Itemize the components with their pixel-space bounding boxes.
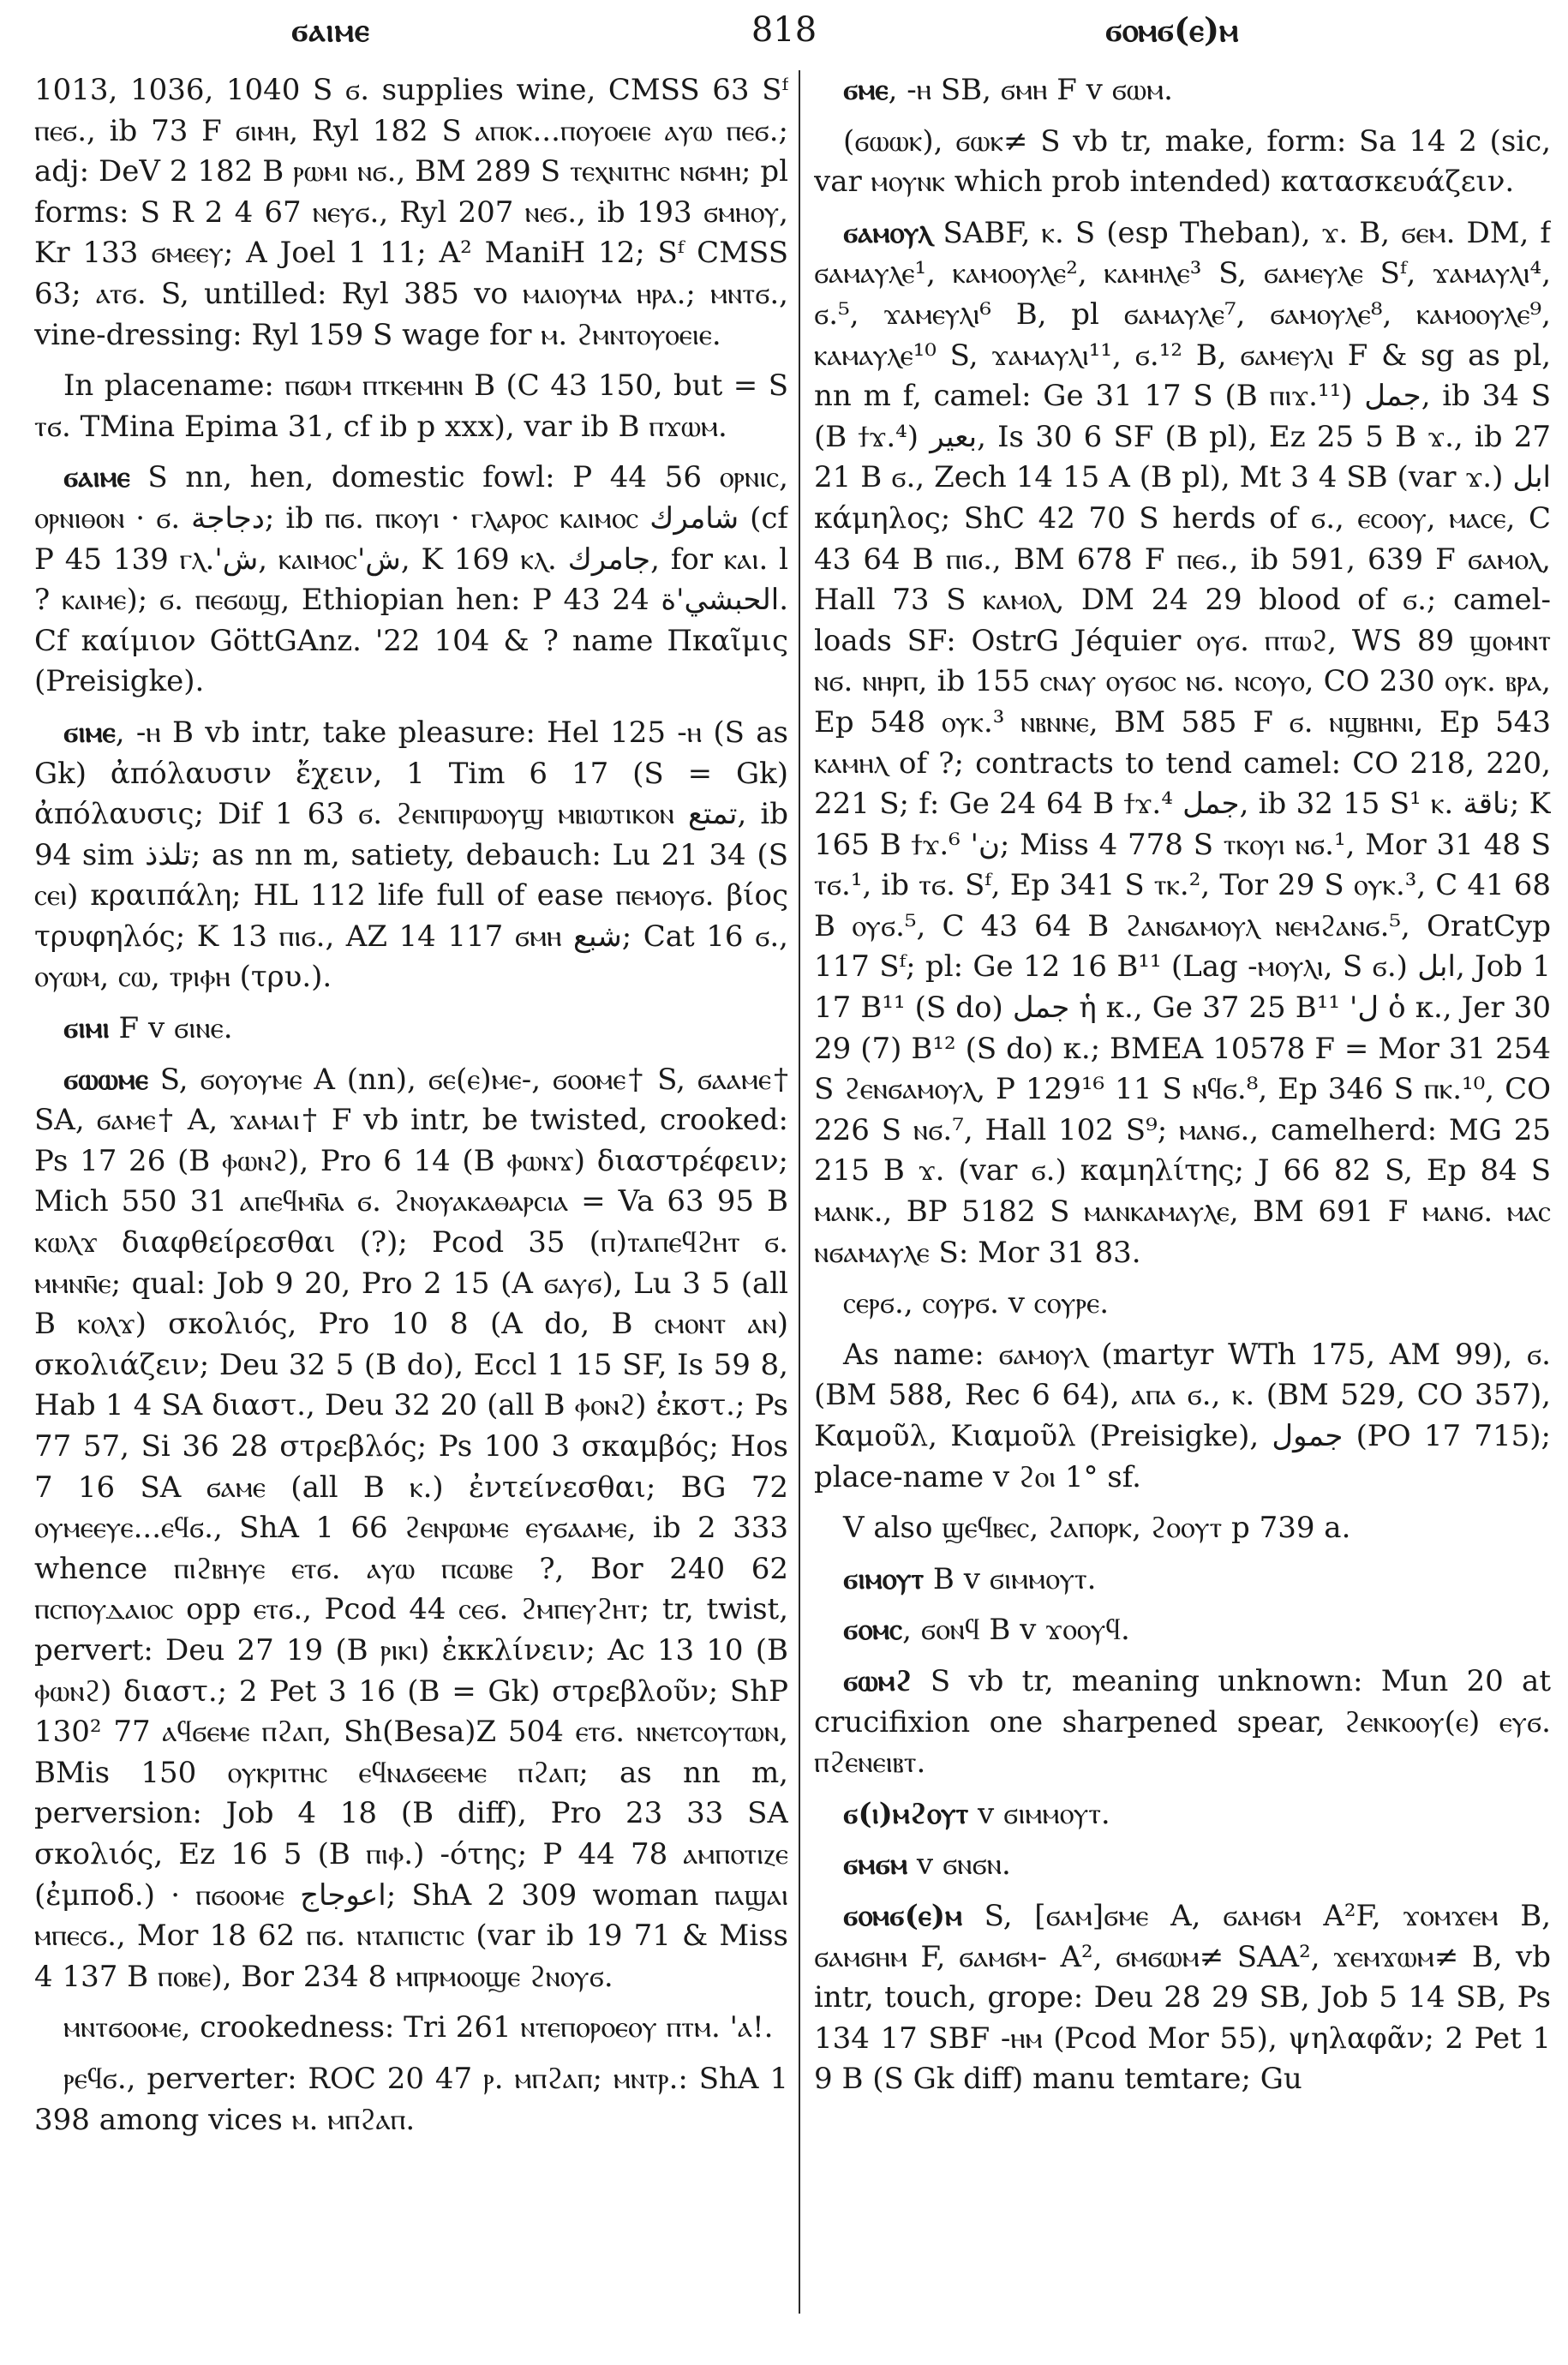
dictionary-entry bbox=[34, 1060, 788, 1998]
entry-text: F v ϭⲓⲛⲉ. bbox=[109, 1011, 233, 1046]
entry-text: (ϭⲱⲱⲕ), ϭⲱⲕ≠ S vb tr, make, form: Sa 14 2 (sic, var ⲙⲟⲩⲛⲕ which prob intended) κατασκευάζειν. bbox=[814, 123, 1551, 200]
entry-text: ⲣⲉϥϭ., perverter: ROC 20 47 ⲣ. ⲙⲡϩⲁⲡ; ⲙⲛⲧⲣ.: ShA 1 398 among vices ⲙ. ⲙⲡϩⲁⲡ. bbox=[34, 2061, 788, 2137]
entry-headword: ϭⲓⲙⲓ bbox=[63, 1011, 110, 1046]
page-number: 818 bbox=[751, 10, 817, 50]
dictionary-entry bbox=[34, 713, 788, 998]
entry-text: ⲥⲉⲣϭ., ⲥⲟⲩⲣϭ. v ⲥⲟⲩⲣⲉ. bbox=[843, 1286, 1110, 1321]
entry-text: , ϭⲟⲛϥ B v ϫⲟⲟⲩϥ. bbox=[902, 1613, 1130, 1648]
right-column bbox=[814, 70, 1551, 2339]
entry-text: v ϭⲛϭⲛ. bbox=[907, 1847, 1011, 1883]
dictionary-entry bbox=[814, 122, 1551, 203]
entry-headword: ϭⲟⲙⲥ bbox=[843, 1613, 903, 1648]
dictionary-entry bbox=[814, 1335, 1551, 1498]
entry-text: V also ϣⲉϥⲃⲉⲥ, ϩⲁⲡⲟⲣⲕ, ϩⲟⲟⲩⲧ p 739 a. bbox=[843, 1511, 1351, 1546]
entry-headword: ϭⲙϭⲙ bbox=[843, 1847, 908, 1883]
dictionary-entry bbox=[34, 458, 788, 703]
entry-headword: ϭⲁⲓⲙⲉ bbox=[63, 460, 130, 495]
entry-text: ⲙⲛⲧϭⲟⲟⲙⲉ, crookedness: Tri 261 ⲛⲧⲉⲡⲟⲣⲟⲉⲟⲩ ⲡⲧⲙ. 'ⲁ!. bbox=[63, 2010, 774, 2045]
entry-text: S, ϭⲟⲩⲟⲩⲙⲉ A (nn), ϭⲉ(ⲉ)ⲙⲉ-, ϭⲟⲟⲙⲉ† S, ϭⲁⲁⲙⲉ† SA, ϭⲁⲙⲉ† A, ϫⲁⲙⲁⲓ† F vb intr, be twisted, crooked: Ps 17 26 (B ⲫⲱⲛϩ), Pro 6 14 (B ⲫⲱⲛϫ) διαστρέφειν; Mich 550 31 ⲁⲡⲉϥⲙⲛ̄ⲁ ϭ. ϩⲛⲟⲩⲁⲕⲁⲑⲁⲣⲥⲓⲁ = Va 63 95 B ⲕⲱⲗϫ διαφθείρεσθαι (?); Pcod 35 (ⲡ)ⲧⲁⲡⲉϥϩⲏⲧ ϭ. ⲙⲙⲛⲛ̄ⲉ; qual: Job 9 20, Pro 2 15 (A ϭⲁⲩϭ), Lu 3 5 (all B ⲕⲟⲗϫ) σκολιός, Pro 10 8 (A do, B ⲥⲙⲟⲛⲧ ⲁⲛ) σκολιάζειν; Deu 32 5 (B do), Eccl 1 15 SF, Is 59 8, Hab 1 4 SA διαστ., Deu 32 20 (all B ⲫⲟⲛϩ) ἐκστ.; Ps 77 57, Si 36 28 στρεβλός; Ps 100 3 σκαμβός; Hos 7 16 SA ϭⲁⲙⲉ (all B ⲕ.) ἐντείνεσθαι; BG 72 ⲟⲩⲙⲉⲉⲩⲉ...ⲉϥϭ., ShA 1 66 ϩⲉⲛⲣⲱⲙⲉ ⲉⲩϭⲁⲁⲙⲉ, ib 2 333 whence ⲡⲓϩⲃⲏⲩⲉ ⲉⲧϭ. ⲁⲩⲱ ⲡⲥⲱⲃⲉ ?, Bor 240 62 ⲡⲥⲡⲟⲩⲇⲁⲓⲟⲥ opp ⲉⲧϭ., Pcod 44 ⲥⲉϭ. ϩⲙⲡⲉⲩϩⲏⲧ; tr, twist, pervert: Deu 27 19 (B ⲣⲓⲕⲓ) ἐκκλίνειν; Ac 13 10 (B ⲫⲱⲛϩ) διαστ.; 2 Pet 3 16 (B = Gk) στρεβλοῦν; ShP 130² 77 ⲁϥϭⲉⲙⲉ ⲡϩⲁⲡ, Sh(Besa)Z 504 ⲉⲧϭ. ⲛⲛⲉⲧⲥⲟⲩⲧⲱⲛ, BMis 150 ⲟⲩⲕⲣⲓⲧⲏⲥ ⲉϥⲛⲁϭⲉⲉⲙⲉ ⲡϩⲁⲡ; as nn m, perversion: Job 4 18 (B diff), Pro 23 33 SA σκολιός, Ez 16 5 (B ⲡⲓⲫ.) -ότης; P 44 78 ⲁⲙⲡⲟⲧⲓⲍⲉ (ἐμποδ.) · ⲡϭⲟⲟⲙⲉ اعوجاج; ShA 2 309 woman ⲡⲁϣⲁⲓ ⲙⲡⲉⲥϭ., Mor 18 62 ⲡϭ. ⲛⲧⲁⲡⲓⲥⲧⲓⲥ (var ib 19 71 & Miss 4 137 B ⲡⲟⲃⲉ), Bor 234 8 ⲙⲡⲣⲙⲟⲟϣⲉ ϩⲛⲟⲩϭ. bbox=[34, 1062, 788, 1994]
entry-headword: ϭⲓⲙⲟⲩⲧ bbox=[843, 1561, 925, 1596]
column-divider bbox=[799, 70, 800, 2314]
entry-headword: ϭⲟⲙϭ(ⲉ)ⲙ bbox=[843, 1898, 963, 1933]
dictionary-entry bbox=[814, 1610, 1551, 1651]
dictionary-entry bbox=[814, 1661, 1551, 1784]
dictionary-entry bbox=[814, 1560, 1551, 1601]
left-column bbox=[34, 70, 788, 2339]
entry-text: 1013, 1036, 1040 S ϭ. supplies wine, CMSS 63 Sᶠ ⲡⲉϭ., ib 73 F ϭⲓⲙⲏ, Ryl 182 S ⲁⲡⲟⲕ...ⲡⲟⲩⲟⲉⲓⲉ ⲁⲩⲱ ⲡⲉϭ.; adj: DeV 2 182 B ⲣⲱⲙⲓ ⲛϭ., BM 289 S ⲧⲉⲭⲛⲓⲧⲏⲥ ⲛϭⲙⲏ; pl forms: S R 2 4 67 ⲛⲉⲩϭ., Ryl 207 ⲛⲉϭ., ib 193 ϭⲙⲏⲟⲩ, Kr 133 ϭⲙⲉⲉⲩ; A Joel 1 11; A² ManiH 12; Sᶠ CMSS 63; ⲁⲧϭ. S, untilled: Ryl 385 vo ⲙⲁⲓⲟⲩⲙⲁ ⲏⲣⲁ.; ⲙⲛⲧϭ., vine-dressing: Ryl 159 S wage for ⲙ. ϩⲙⲛⲧⲟⲩⲟⲉⲓⲉ. bbox=[34, 73, 788, 352]
page-header bbox=[34, 10, 1534, 62]
dictionary-entry bbox=[814, 1896, 1551, 2100]
dictionary-entry bbox=[814, 1845, 1551, 1886]
dictionary-entry bbox=[34, 2059, 788, 2140]
entry-text: B v ϭⲓⲙⲙⲟⲩⲧ. bbox=[924, 1561, 1097, 1596]
entry-headword: ϭⲙⲉ bbox=[843, 73, 889, 107]
entry-headword: ϭⲁⲙⲟⲩⲗ bbox=[843, 215, 932, 250]
entry-text: , -ⲏ SB, ϭⲙⲏ F v ϭⲱⲙ. bbox=[888, 73, 1173, 107]
entry-text: In placename: ⲡϭⲱⲙ ⲡⲧⲕⲉⲙⲏⲛ B (C 43 150, but = S ⲧϭ. TMina Epima 31, cf ib p xxx), var ib B ⲡϫⲱⲙ. bbox=[34, 368, 788, 444]
dictionary-entry bbox=[34, 366, 788, 447]
entry-headword: ϭⲓⲙⲉ bbox=[63, 715, 116, 750]
entry-text: S vb tr, meaning unknown: Mun 20 at crucifixion one sharpened spear, ϩⲉⲛⲕⲟⲟⲩ(ⲉ) ⲉⲩϭ. ⲡϩⲉⲛⲉⲓⲃⲧ. bbox=[814, 1663, 1551, 1781]
dictionary-entry bbox=[814, 1508, 1551, 1549]
dictionary-entry bbox=[814, 70, 1551, 111]
entry-text: SABF, ⲕ. S (esp Theban), ϫ. B, ϭⲉⲙ. DM, f ϭⲁⲙⲁⲩⲗⲉ¹, ⲕⲁⲙⲟⲟⲩⲗⲉ², ⲕⲁⲙⲏⲗⲉ³ S, ϭⲁⲙⲉⲩⲗⲉ Sᶠ, ϫⲁⲙⲁⲩⲗⲓ⁴, ϭ.⁵, ϫⲁⲙⲉⲩⲗⲓ⁶ B, pl ϭⲁⲙⲁⲩⲗⲉ⁷, ϭⲁⲙⲟⲩⲗⲉ⁸, ⲕⲁⲙⲟⲟⲩⲗⲉ⁹, ⲕⲁⲙⲁⲩⲗⲉ¹⁰ S, ϫⲁⲙⲁⲩⲗⲓ¹¹, ϭ.¹² B, ϭⲁⲙⲉⲩⲗⲓ F & sg as pl, nn m f, camel: Ge 31 17 S (B ⲡⲓϫ.¹¹) جمل, ib 34 S (B ϯϫ.⁴) بعير, Is 30 6 SF (B pl), Ez 25 5 B ϫ., ib 27 21 B ϭ., Zech 14 15 A (B pl), Mt 3 4 SB (var ϫ.) ابل κάμηλος; ShC 42 70 S herds of ϭ., ⲉⲥⲟⲟⲩ, ⲙⲁⲥⲉ, C 43 64 B ⲡⲓϭ., BM 678 F ⲡⲉϭ., ib 591, 639 F ϭⲁⲙⲟⲗ, Hall 73 S ⲕⲁⲙⲟⲗ, DM 24 29 blood of ϭ.; camel-loads SF: OstrG Jéquier ⲟⲩϭ. ⲡⲧⲱϩ, WS 89 ϣⲟⲙⲛⲧ ⲛϭ. ⲛⲏⲣⲡ, ib 155 ⲥⲛⲁⲩ ⲟⲩϭⲟⲥ ⲛϭ. ⲛⲥⲟⲩⲟ, CO 230 ⲟⲩⲕ. ⲃⲣⲁ, Ep 548 ⲟⲩⲕ.³ ⲛⲃⲛⲛⲉ, BM 585 F ϭ. ⲛϣⲃⲏⲛⲓ, Ep 543 ⲕⲁⲙⲏⲗ of ?; contracts to tend camel: CO 218, 220, 221 S; f: Ge 24 64 B ϯϫ.⁴ جمل, ib 32 15 S¹ ⲕ. ناقة; K 165 B ϯϫ.⁶ 'ﻥ; Miss 4 778 S ⲧⲕⲟⲩⲓ ⲛϭ.¹, Mor 31 48 S ⲧϭ.¹, ib ⲧϭ. Sᶠ, Ep 341 S ⲧⲕ.², Tor 29 S ⲟⲩⲕ.³, C 41 68 B ⲟⲩϭ.⁵, C 43 64 B ϩⲁⲛϭⲁⲙⲟⲩⲗ ⲛⲉⲙϩⲁⲛϭ.⁵, OratCyp 117 Sᶠ; pl: Ge 12 16 B¹¹ (Lag -ⲙⲟⲩⲗⲓ, S ϭ.) ابل, Job 1 17 B¹¹ (S do) جمل ἡ κ., Ge 37 25 B¹¹ 'ﻝ ὁ κ., Jer 30 29 (7) B¹² (S do) κ.; BMEA 10578 F = Mor 31 254 S ϩⲉⲛϭⲁⲙⲟⲩⲗ, P 129¹⁶ 11 S ⲛϥϭ.⁸, Ep 346 S ⲡⲕ.¹⁰, CO 226 S ⲛϭ.⁷, Hall 102 S⁹; ⲙⲁⲛϭ., camelherd: MG 25 215 B ϫ. (var ϭ.) καμηλίτης; J 66 82 S, Ep 84 S ⲙⲁⲛⲕ., BP 5182 S ⲙⲁⲛⲕⲁⲙⲁⲩⲗⲉ, BM 691 F ⲙⲁⲛϭ. ⲙⲁⲥ ⲛϭⲁⲙⲁⲩⲗⲉ S: Mor 31 83. bbox=[814, 215, 1551, 1270]
dictionary-entry bbox=[814, 213, 1551, 1273]
entry-headword: ϭⲱⲱⲙⲉ bbox=[63, 1062, 148, 1097]
running-head-right: ϭⲟⲙϭ(ⲉ)ⲙ bbox=[1105, 10, 1239, 49]
entry-text: S, [ϭⲁⲙ]ϭⲙⲉ A, ϭⲁⲙϭⲙ A²F, ϫⲟⲙϫⲉⲙ B, ϭⲁⲙϭⲏⲙ F, ϭⲁⲙϭⲙ- A², ϭⲙϭⲱⲙ≠ SAA², ϫⲉⲙϫⲱⲙ≠ B, vb intr, touch, grope: Deu 28 29 SB, Job 5 14 SB, Ps 134 17 SBF -ⲏⲙ (Pcod Mor 55), ψηλαφᾶν; 2 Pet 1 9 B (S Gk diff) manu temtare; Gu bbox=[814, 1898, 1551, 2097]
dictionary-entry bbox=[34, 1009, 788, 1050]
entry-text: S nn, hen, domestic fowl: P 44 56 ⲟⲣⲛⲓⲥ, ⲟⲣⲛⲓⲑⲟⲛ · ϭ. دجاجة; ib ⲡϭ. ⲡⲕⲟⲩⲓ · ⲅⲗⲁⲣⲟⲥ ⲕⲁⲓⲙⲟⲥ شامرك (cf P 45 139 ⲅⲗ.'ش, ⲕⲁⲓⲙⲟⲥ'ش, K 169 ⲕⲗ. جامرك, for ⲕⲁⲓ. l ? ⲕⲁⲓⲙⲉ); ϭ. ⲡⲉϭⲱϣ, Ethiopian hen: P 43 24 الحبشي'ة. Cf καίμιον GöttGAnz. '22 104 & ? name Πκαῖμις (Preisigke). bbox=[34, 460, 788, 699]
entry-text: , -ⲏ B vb intr, take pleasure: Hel 125 -ⲏ (S as Gk) ἀπόλαυσιν ἔχειν, 1 Tim 6 17 (S = Gk) ἀπόλαυσις; Dif 1 63 ϭ. ϩⲉⲛⲡⲓⲣⲱⲟⲩϣ ⲙⲃⲓⲱⲧⲓⲕⲟⲛ تمتع, ib 94 sim تلذذ; as nn m, satiety, debauch: Lu 21 34 (S ⲥⲉⲓ) κραιπάλη; HL 112 life full of ease ⲡⲉⲙⲟⲩϭ. βίος τρυφηλός; K 13 ⲡⲓϭ., AZ 14 117 ϭⲙⲏ شبع; Cat 16 ϭ., ⲟⲩⲱⲙ, ⲥⲱ, ⲧⲣⲓⲫⲏ (τρυ.). bbox=[34, 715, 788, 995]
dictionary-entry bbox=[34, 70, 788, 356]
dictionary-entry bbox=[814, 1284, 1551, 1325]
entry-text: As name: ϭⲁⲙⲟⲩⲗ (martyr WTh 175, AM 99), ϭ. (BM 588, Rec 6 64), ⲁⲡⲁ ϭ., ⲕ. (BM 529, CO 357), Καμοῦλ, Κιαμοῦλ (Preisigke), جمول (PO 17 715); place-name v ϩⲟⲓ 1° sf. bbox=[814, 1337, 1551, 1494]
dictionary-entry bbox=[34, 2008, 788, 2049]
entry-headword: ϭⲱⲙϩ bbox=[843, 1663, 913, 1698]
dictionary-entry bbox=[814, 1794, 1551, 1835]
running-head-left: ϭⲁⲓⲙⲉ bbox=[291, 10, 370, 49]
entry-text: v ϭⲓⲙⲙⲟⲩⲧ. bbox=[968, 1796, 1110, 1831]
entry-headword: ϭ(ⲓ)ⲙϩⲟⲩⲧ bbox=[843, 1796, 969, 1831]
